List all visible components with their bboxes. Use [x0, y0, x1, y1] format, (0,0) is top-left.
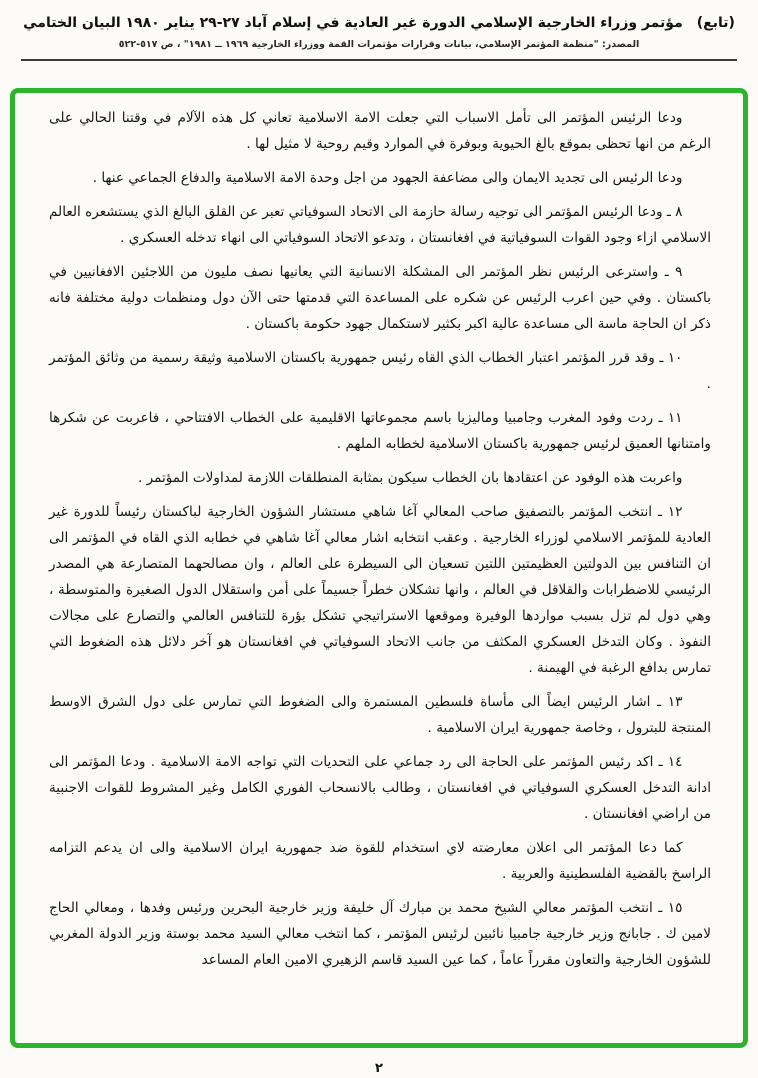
body-paragraph: ١٥ ـ انتخب المؤتمر معالي الشيخ محمد بن مبارك آل خليفة وزير خارجية البحرين ورئيس وفدها ، ومعالي الحاج لامين ك . جابانج وزير خارجية جامبيا نائبين لرئيس المؤتمر ، كما انتخب معالي السيد محمد بوستة وزير الدولة المغربي للشؤون الخارجية والتعاون مقرراً عاماً ، كما عين السيد قاسم الزهيري الامين العام المساعد	[49, 900, 711, 968]
title-line	[0, 13, 758, 33]
source-citation: المصدر: "منظمة المؤتمر الإسلامي، بيانات وقرارات مؤتمرات القمة ووزراء الخارجية ١٩٦٩ ــ ١٩٨١" ، ص ٥١٧-٥٢٢	[118, 39, 640, 50]
body-paragraph: ٩ ـ واسترعى الرئيس نظر المؤتمر الى المشكلة الانسانية التي يعانيها نصف مليون من اللاجئين الافغانيين في باكستان . وفي حين اعرب الرئيس عن شكره على المساعدة التي قدمتها حتى الآن دول ومنظمات دولية مختلفة فانه ذكر ان الحاجة ماسة الى مساعدة عالية اكبر بكثير لاستكمال جهود حكومة باكستان .	[49, 264, 711, 332]
body-paragraph: واعربت هذه الوفود عن اعتقادها بان الخطاب سيكون بمثابة المنطلقات اللازمة لمداولات المؤتمر .	[137, 470, 683, 486]
document-header	[0, 0, 758, 61]
body-paragraph: كما دعا المؤتمر الى اعلان معارضته لاي استخدام للقوة ضد جمهورية ايران الاسلامية والى ان يدعم التزامه الراسخ بالقضية الفلسطينية والعربية .	[49, 840, 711, 882]
body-paragraph: ودعا الرئيس المؤتمر الى تأمل الاسباب التي جعلت الامة الاسلامية تعاني كل هذه الآلام في وقتنا الحالي على الرغم من انها تحظى بموقع بالغ الحيوية وبوفرة في الموارد وقيم روحية لا مثيل لها .	[49, 110, 711, 152]
continued-tag: (تابع)	[696, 15, 735, 31]
body-paragraph: ودعا الرئيس الى تجديد الايمان والى مضاعفة الجهود من اجل وحدة الامة الاسلامية والدفاع الجماعي عنها .	[92, 170, 683, 186]
body-paragraph: ١١ ـ ردت وفود المغرب وجامبيا وماليزيا باسم مجموعاتها الاقليمية على الخطاب الافتتاحي ، فاعربت عن شكرها وامتنانها العميق لرئيس جمهورية باكستان الاسلامية لخطابه الملهم .	[49, 410, 711, 452]
body-paragraph: ١٢ ـ انتخب المؤتمر بالتصفيق صاحب المعالي آغا شاهي مستشار الشؤون الخارجية لباكستان رئيساً للدورة غير العادية للمؤتمر الاسلامي لوزراء الخارجية . وعقب انتخابه اشار معالي آغا شاهي في خطابه الذي القاه في المؤتمر الى ان التنافس بين الدولتين العظيمتين اللتين تسعيان الى السيطرة على العالم ، وان مصالحهما المتصارعة هي المصدر الرئيسي للاضطرابات والقلاقل في العالم ، وانها تشكلان خطراً جسيماً على أمن واستقلال الدول الصغيرة والمتوسطة ، وهي دول لم تزل بسبب مواردها الوفيرة وموقعها الاستراتيجي تشكل بؤرة للتنافس العالمي والتصارع على مجالات النفوذ . وكان التدخل العسكري المكثف من جانب الاتحاد السوفياتي في افغانستان هو آخر دلائل هذه الضغوط التي تمارس بدافع الرغبة في الهيمنة .	[49, 504, 711, 676]
page-title: مؤتمر وزراء الخارجية الإسلامي الدورة غير العادية في إسلام آباد ٢٧-٢٩ يناير ١٩٨٠ البيان الختامي	[23, 15, 683, 31]
body-paragraph: ٨ ـ ودعا الرئيس المؤتمر الى توجيه رسالة حازمة الى الاتحاد السوفياتي تعبر عن القلق البالغ الذي يستشعره العالم الاسلامي ازاء وجود القوات السوفياتية في افغانستان ، وتدعو الاتحاد السوفياتي الى انهاء تدخله العسكري .	[49, 204, 711, 246]
body-paragraph: ١٤ ـ اكد رئيس المؤتمر على الحاجة الى رد جماعي على التحديات التي تواجه الامة الاسلامية . ودعا المؤتمر الى ادانة التدخل العسكري السوفياتي في افغانستان ، وطالب بالانسحاب الفوري الكامل وغير المشروط للقوات الاجنبية من اراضي افغانستان .	[49, 754, 711, 822]
document-body	[49, 105, 711, 973]
body-paragraph: ١٣ ـ اشار الرئيس ايضاً الى مأساة فلسطين المستمرة والى الضغوط التي تمارس على دول الشرق الاوسط المنتجة للبترول ، وخاصة جمهورية ايران الاسلامية .	[49, 694, 711, 736]
page-number: ٢	[375, 1061, 383, 1076]
body-paragraph: ١٠ ـ وقد قرر المؤتمر اعتبار الخطاب الذي القاه رئيس جمهورية باكستان الاسلامية وثيقة رسمية من وثائق المؤتمر .	[49, 350, 711, 392]
header-divider	[21, 59, 737, 61]
green-highlight-box	[10, 88, 748, 1048]
